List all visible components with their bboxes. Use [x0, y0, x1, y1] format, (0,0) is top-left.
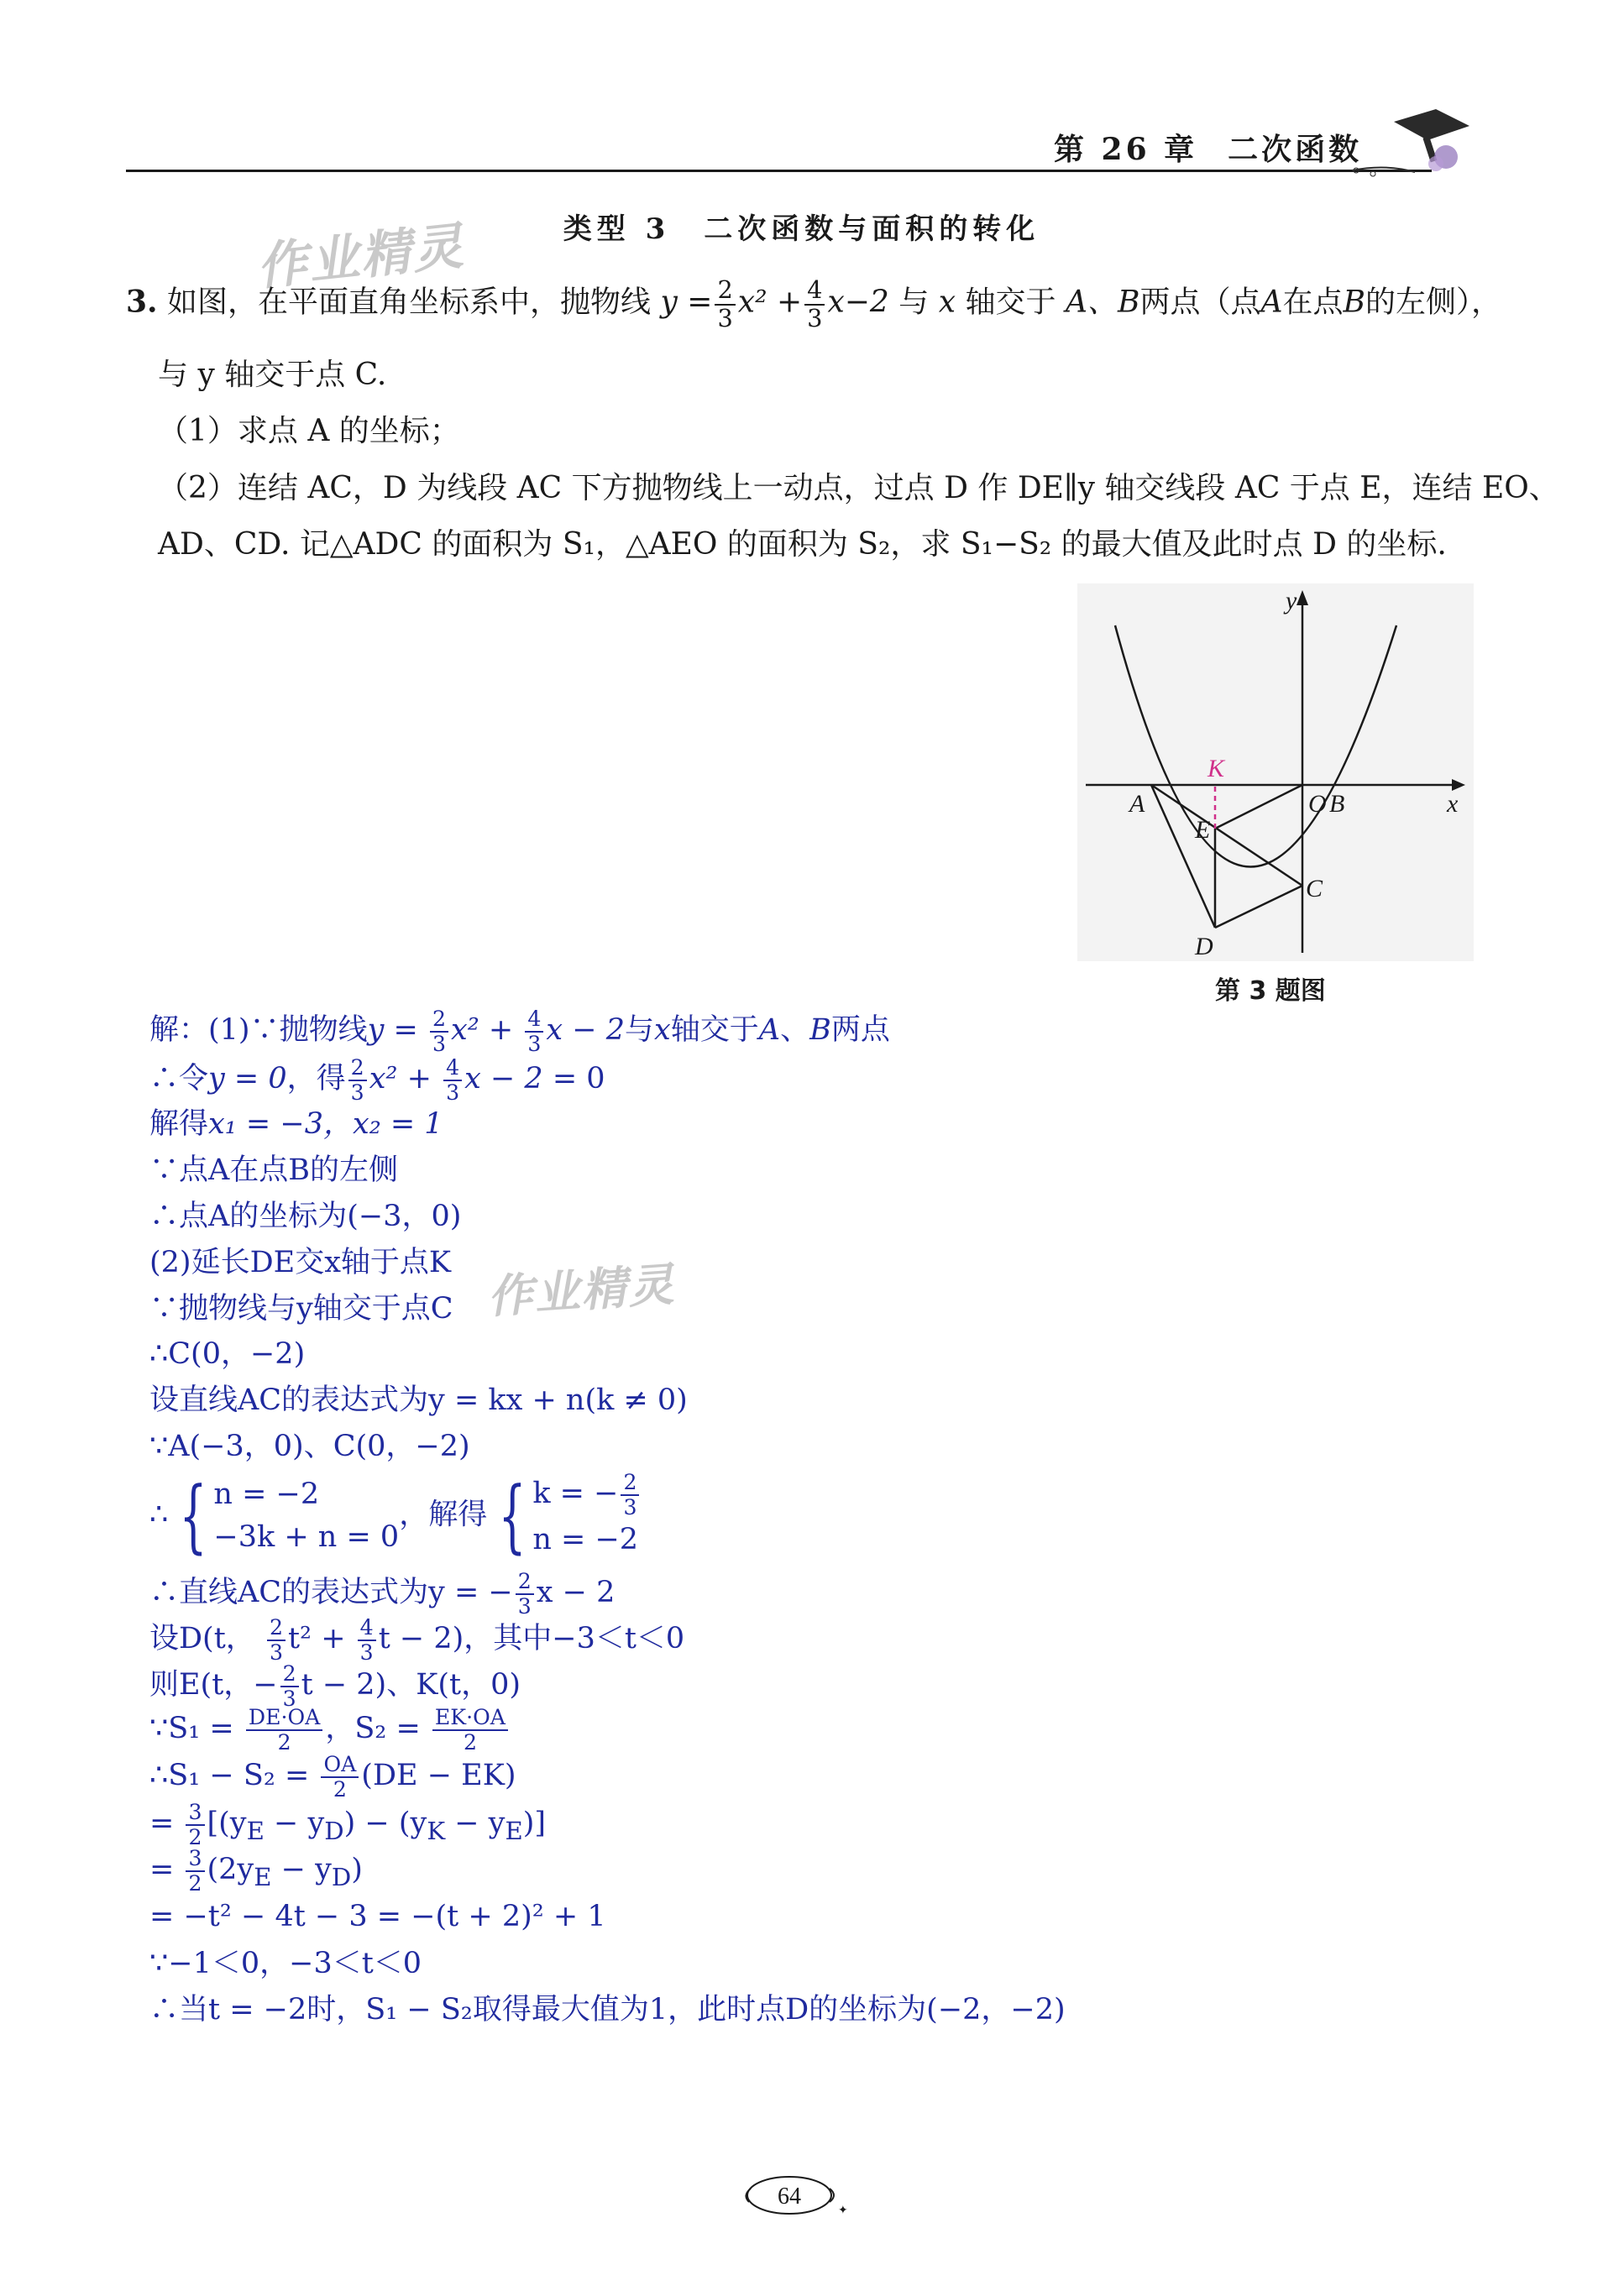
equation-system-solution: { k = − $\frac{2}{3}$ n = −2 [498, 1469, 639, 1562]
label-A: A [1129, 790, 1145, 818]
solution-line-6: (2)延长DE交x轴于点K [149, 1246, 452, 1279]
problem-number: 3. [126, 284, 158, 320]
problem-line-2: 与 y 轴交于点 C. [158, 358, 387, 392]
parabola-figure [1077, 583, 1474, 961]
page-number-badge [739, 2170, 848, 2220]
chapter-header [1054, 126, 1392, 169]
label-B: B [1329, 790, 1345, 818]
math-term: x² + [737, 285, 803, 320]
parabola-curve [1115, 625, 1396, 867]
solution-line-19: = −t² − 4t − 3 = −(t + 2)² + 1 [149, 1900, 606, 1933]
watermark: 作业精灵 [485, 1258, 678, 1324]
section-title: 类型 3 二次函数与面积的转化 [563, 212, 1040, 246]
page-number: 64 [778, 2184, 801, 2210]
solution-line-20: ∵−1＜0，−3＜t＜0 [149, 1947, 422, 1980]
solution-line-12: ∴直线AC的表达式为y = − $\frac{2}{3}$ x − 2 [149, 1569, 616, 1619]
problem-text: 如图，在平面直角坐标系中，抛物线 [167, 285, 652, 320]
solution-line-14: 则E(t，− $\frac{2}{3}$ t − 2)、K(t，0) [149, 1661, 521, 1711]
solution-line-17: = $\frac{3}{2}$ $[(y_E - y_D) - (y_K - y_E)]$ [149, 1800, 547, 1849]
chapter-number: 第 26 章 [1054, 132, 1198, 167]
math-term: B [1343, 285, 1365, 320]
solution-line-10: ∵A(−3，0)、C(0，−2) [149, 1430, 470, 1463]
solution-line-15: ∵S₁ = $\frac{DE\cdot OA}{2}$ ，S₂ = $\frac{EK\cdot OA}{2}$ [149, 1706, 511, 1754]
svg-text:✦: ✦ [838, 2204, 848, 2217]
solution-line-1: 解：(1)∵抛物线y = $\frac{2}{3}$ x² + $\frac{4}{3}$ x − 2与x轴交于A、B两点 [149, 1007, 890, 1056]
label-K: K [1207, 755, 1225, 782]
problem-text: 与 [898, 285, 930, 320]
solution-line-21: ∴当t = −2时，S₁ − S₂取得最大值为1，此时点D的坐标为(−2，−2) [149, 1993, 1066, 2027]
math-term: A [1260, 285, 1283, 320]
math-term: A、B [1066, 285, 1140, 320]
solution-line-13: 设D(t， $\frac{2}{3}$ t² + $\frac{4}{3}$ t − 2)，其中−3＜t＜0 [149, 1615, 685, 1665]
fraction: $\frac{4}{3}$ [804, 277, 825, 332]
label-x: x [1447, 790, 1459, 818]
label-O: O [1308, 790, 1327, 818]
label-D: D [1195, 933, 1213, 960]
watermark: 作业精灵 [254, 217, 468, 297]
problem-part-2-line-2: AD、CD. 记△ADC 的面积为 S₁，△AEO 的面积为 S₂，求 S₁−S₂ 的最大值及此时点 D 的坐标. [158, 527, 1447, 562]
label-C: C [1306, 875, 1323, 902]
problem-part-1: （1）求点 A 的坐标； [158, 414, 460, 448]
solution-line-11: ∴ { n = −2 −3k + n = 0 ，解得 { k = − $\frac{2}{3}$ n = −2 [149, 1471, 642, 1561]
problem-text: 在点 [1282, 285, 1344, 320]
chapter-title: 二次函数 [1228, 132, 1363, 167]
line-EO [1215, 785, 1302, 829]
problem-part-2-line-1: （2）连结 AC，D 为线段 AC 下方抛物线上一动点，过点 D 作 DE∥y 轴交线段 AC 于点 E，连结 EO、 [158, 471, 1559, 505]
fraction: $\frac{2}{3}$ [715, 277, 735, 332]
solution-line-9: 设直线AC的表达式为y = kx + n(k ≠ 0) [149, 1383, 688, 1417]
header-rule [126, 170, 1432, 172]
y-axis-arrow [1297, 590, 1308, 605]
label-y: y [1286, 587, 1297, 615]
solution-line-16: ∴S₁ − S₂ = $\frac{OA}{2}$ (DE − EK) [149, 1752, 516, 1802]
solution-line-5: ∴点A的坐标为(−3，0) [149, 1200, 462, 1233]
problem-text: 轴交于 [965, 285, 1056, 320]
label-E: E [1195, 816, 1211, 844]
solution-line-7: ∵抛物线与y轴交于点C [149, 1292, 453, 1326]
problem-text: 两点（点 [1139, 285, 1261, 320]
x-axis-arrow [1452, 779, 1465, 791]
math-term: x [938, 285, 956, 320]
equation-system: { n = −2 −3k + n = 0 [179, 1469, 400, 1562]
solution-line-8: ∴C(0，−2) [149, 1337, 306, 1371]
figure-caption: 第 3 题图 [1215, 976, 1326, 1006]
solution-line-4: ∵点A在点B的左侧 [149, 1153, 398, 1187]
graduation-cap-icon [1344, 97, 1478, 180]
math-term: x−2 [827, 285, 889, 320]
solution-line-3: 解得x₁ = −3，x₂ = 1 [149, 1107, 443, 1141]
solution-line-18: = $\frac{3}{2}$ $(2y_E - y_D)$ [149, 1846, 363, 1896]
math-term: y = [660, 285, 713, 320]
solution-line-2: ∴令y = 0，得 $\frac{2}{3}$ x² + $\frac{4}{3}$ x − 2 = 0 [149, 1055, 605, 1105]
problem-line-1 [126, 275, 1501, 332]
problem-text: 的左侧）， [1365, 285, 1501, 320]
line-CD [1215, 886, 1302, 928]
